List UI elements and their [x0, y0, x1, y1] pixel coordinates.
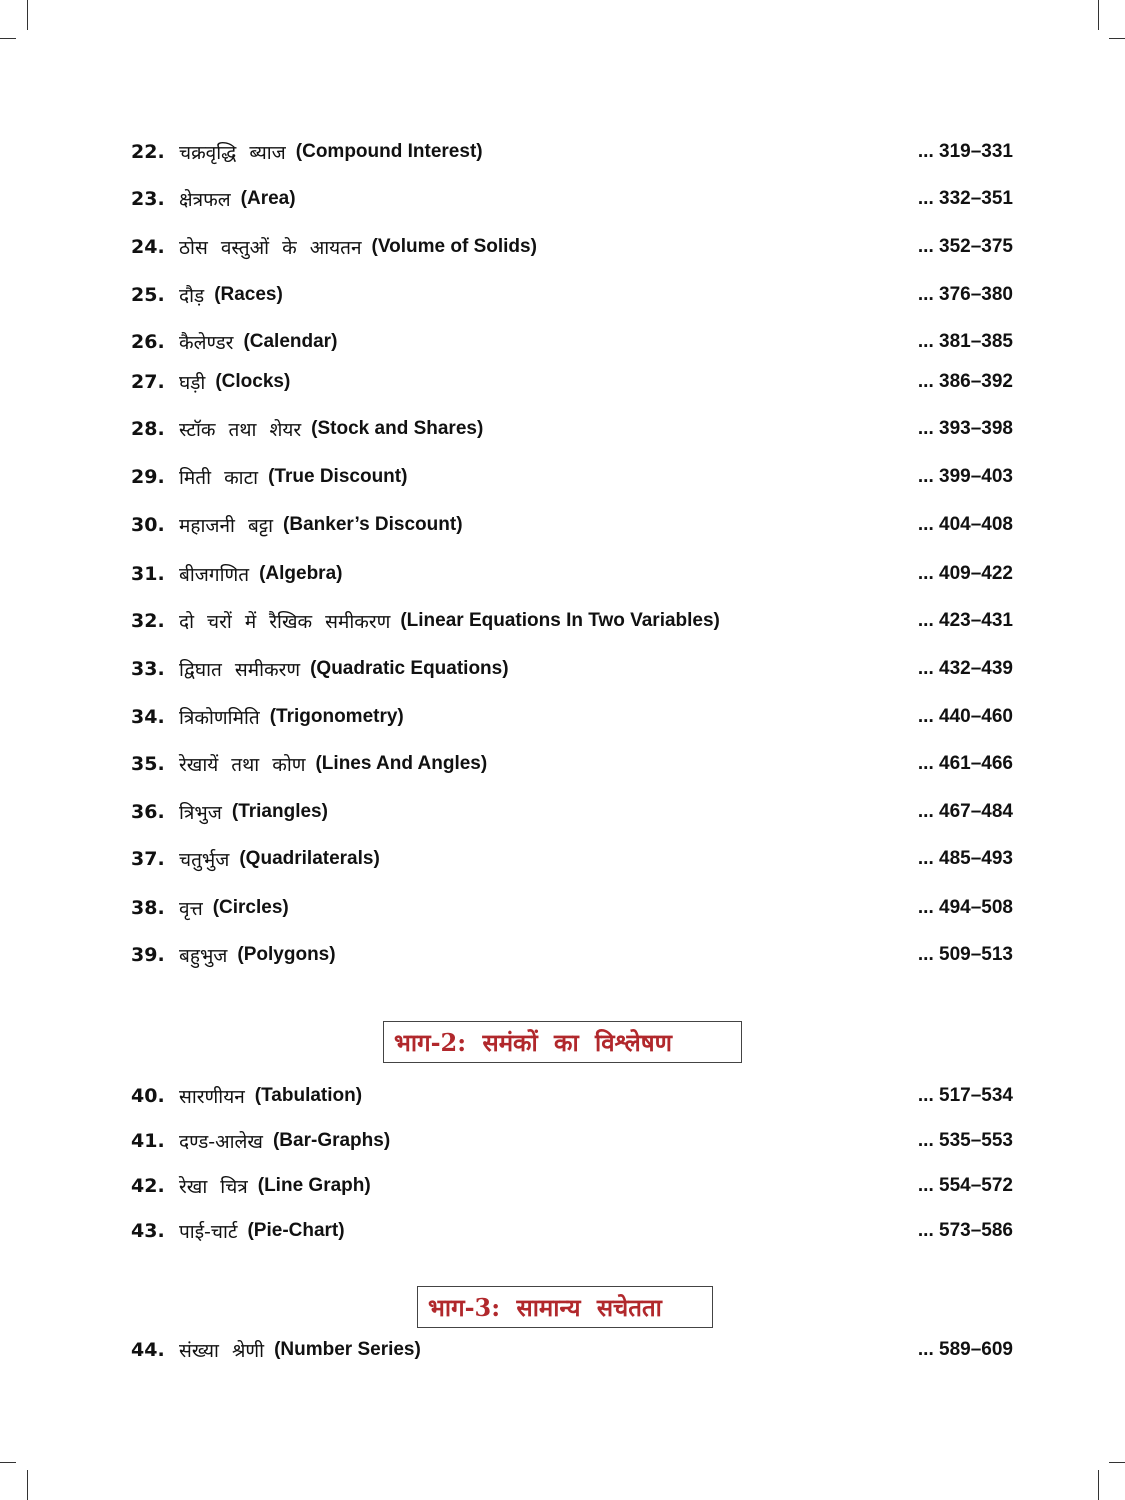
crop-mark — [1098, 1470, 1099, 1500]
crop-mark — [27, 1470, 28, 1500]
toc-entry[interactable]: 27. घड़ी (Clocks) ... 386–392 — [131, 371, 1013, 394]
crop-mark — [0, 1462, 16, 1463]
toc-entry[interactable]: 26. कैलेण्डर (Calendar) ... 381–385 — [131, 331, 1013, 354]
toc-entry[interactable]: 32. दो चरों में रैखिक समीकरण (Linear Equations In Two Variables) ... 423–431 — [131, 610, 1013, 633]
toc-entry[interactable]: 23. क्षेत्रफल (Area) ... 332–351 — [131, 188, 1013, 211]
toc-entry[interactable]: 33. द्विघात समीकरण (Quadratic Equations) ... 432–439 — [131, 658, 1013, 681]
crop-mark — [1098, 0, 1099, 30]
toc-entry[interactable]: 35. रेखायें तथा कोण (Lines And Angles) ... 461–466 — [131, 753, 1013, 776]
crop-mark — [1109, 38, 1125, 39]
toc-entry[interactable]: 38. वृत्त (Circles) ... 494–508 — [131, 897, 1013, 920]
toc-entry[interactable]: 24. ठोस वस्तुओं के आयतन (Volume of Solids) ... 352–375 — [131, 236, 1013, 259]
toc-entry[interactable]: 43. पाई-चार्ट (Pie-Chart) ... 573–586 — [131, 1220, 1013, 1243]
toc-entry[interactable]: 34. त्रिकोणमिति (Trigonometry) ... 440–460 — [131, 706, 1013, 729]
toc-entry[interactable]: 29. मिती काटा (True Discount) ... 399–403 — [131, 466, 1013, 489]
section-heading-part-3: भाग-3: सामान्य सचेतता — [417, 1286, 713, 1328]
toc-entry[interactable]: 44. संख्या श्रेणी (Number Series) ... 589–609 — [131, 1339, 1013, 1362]
toc-entry[interactable]: 28. स्टॉक तथा शेयर (Stock and Shares) ... 393–398 — [131, 418, 1013, 441]
toc-entry[interactable]: 31. बीजगणित (Algebra) ... 409–422 — [131, 563, 1013, 586]
toc-entry[interactable]: 22. चक्रवृद्धि ब्याज (Compound Interest) ... 319–331 — [131, 141, 1013, 164]
toc-entry[interactable]: 25. दौड़ (Races) ... 376–380 — [131, 284, 1013, 307]
crop-mark — [27, 0, 28, 30]
toc-entry[interactable]: 30. महाजनी बट्टा (Banker’s Discount) ... 404–408 — [131, 514, 1013, 537]
toc-entry[interactable]: 36. त्रिभुज (Triangles) ... 467–484 — [131, 801, 1013, 824]
toc-entry[interactable]: 40. सारणीयन (Tabulation) ... 517–534 — [131, 1085, 1013, 1108]
toc-entry[interactable]: 37. चतुर्भुज (Quadrilaterals) ... 485–493 — [131, 848, 1013, 871]
toc-entry[interactable]: 42. रेखा चित्र (Line Graph) ... 554–572 — [131, 1175, 1013, 1198]
crop-mark — [0, 38, 16, 39]
toc-entry[interactable]: 41. दण्ड-आलेख (Bar-Graphs) ... 535–553 — [131, 1130, 1013, 1153]
section-heading-part-2: भाग-2: समंकों का विश्लेषण — [383, 1021, 742, 1063]
crop-mark — [1109, 1462, 1125, 1463]
toc-entry[interactable]: 39. बहुभुज (Polygons) ... 509–513 — [131, 944, 1013, 967]
